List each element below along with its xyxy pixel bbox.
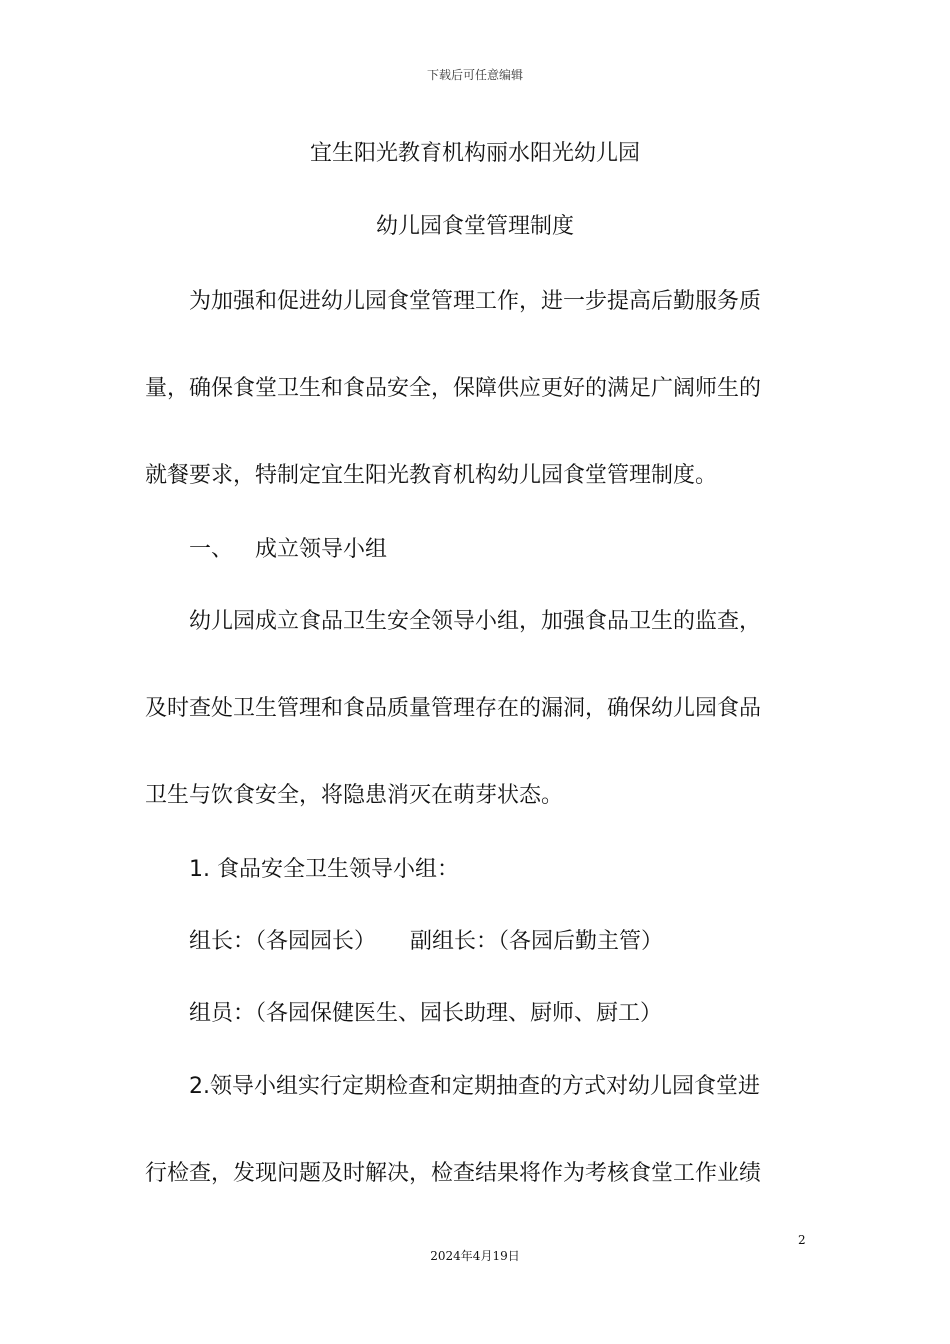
intro-line-2: 量，确保食堂卫生和食品安全，保障供应更好的满足广阔师生的 — [145, 376, 762, 401]
intro-line-1: 为加强和促进幼儿园食堂管理工作，进一步提高后勤服务质 — [189, 289, 762, 314]
section-1-title: 成立领导小组 — [255, 537, 388, 562]
leader-value: （各园园长） — [255, 929, 377, 954]
section-1-heading — [189, 532, 387, 563]
page-header-note: 下载后可任意编辑 — [426, 68, 523, 82]
deputy-value: （各园后勤主管） — [498, 929, 664, 954]
deputy-label: 副组长： — [410, 929, 499, 954]
page-number: 2 — [798, 1233, 806, 1247]
footer-date: 2024年4月19日 — [430, 1249, 520, 1263]
leader-label: 组长： — [189, 929, 256, 954]
document-title: 幼儿园食堂管理制度 — [375, 214, 574, 239]
section-1-body-line-3: 卫生与饮食安全，将隐患消灭在萌芽状态。 — [145, 783, 564, 808]
leaders-line — [189, 924, 663, 955]
members-line — [189, 996, 662, 1027]
members-label: 组员： — [189, 1001, 256, 1026]
item-2-line-2: 行检查，发现问题及时解决，检查结果将作为考核食堂工作业绩 — [145, 1161, 762, 1186]
item-2-line-1: 2.领导小组实行定期检查和定期抽查的方式对幼儿园食堂进 — [189, 1074, 760, 1099]
section-1-body-line-1: 幼儿园成立食品卫生安全领导小组，加强食品卫生的监查， — [189, 609, 762, 634]
document-title-org: 宜生阳光教育机构丽水阳光幼儿园 — [309, 141, 640, 166]
section-1-number: 一、 — [189, 537, 234, 562]
members-value: （各园保健医生、园长助理、厨师、厨工） — [255, 1001, 663, 1026]
intro-line-3: 就餐要求，特制定宜生阳光教育机构幼儿园食堂管理制度。 — [145, 463, 718, 488]
item-1-title: 1. 食品安全卫生领导小组： — [189, 857, 459, 882]
section-1-body-line-2: 及时查处卫生管理和食品质量管理存在的漏洞，确保幼儿园食品 — [145, 696, 762, 721]
